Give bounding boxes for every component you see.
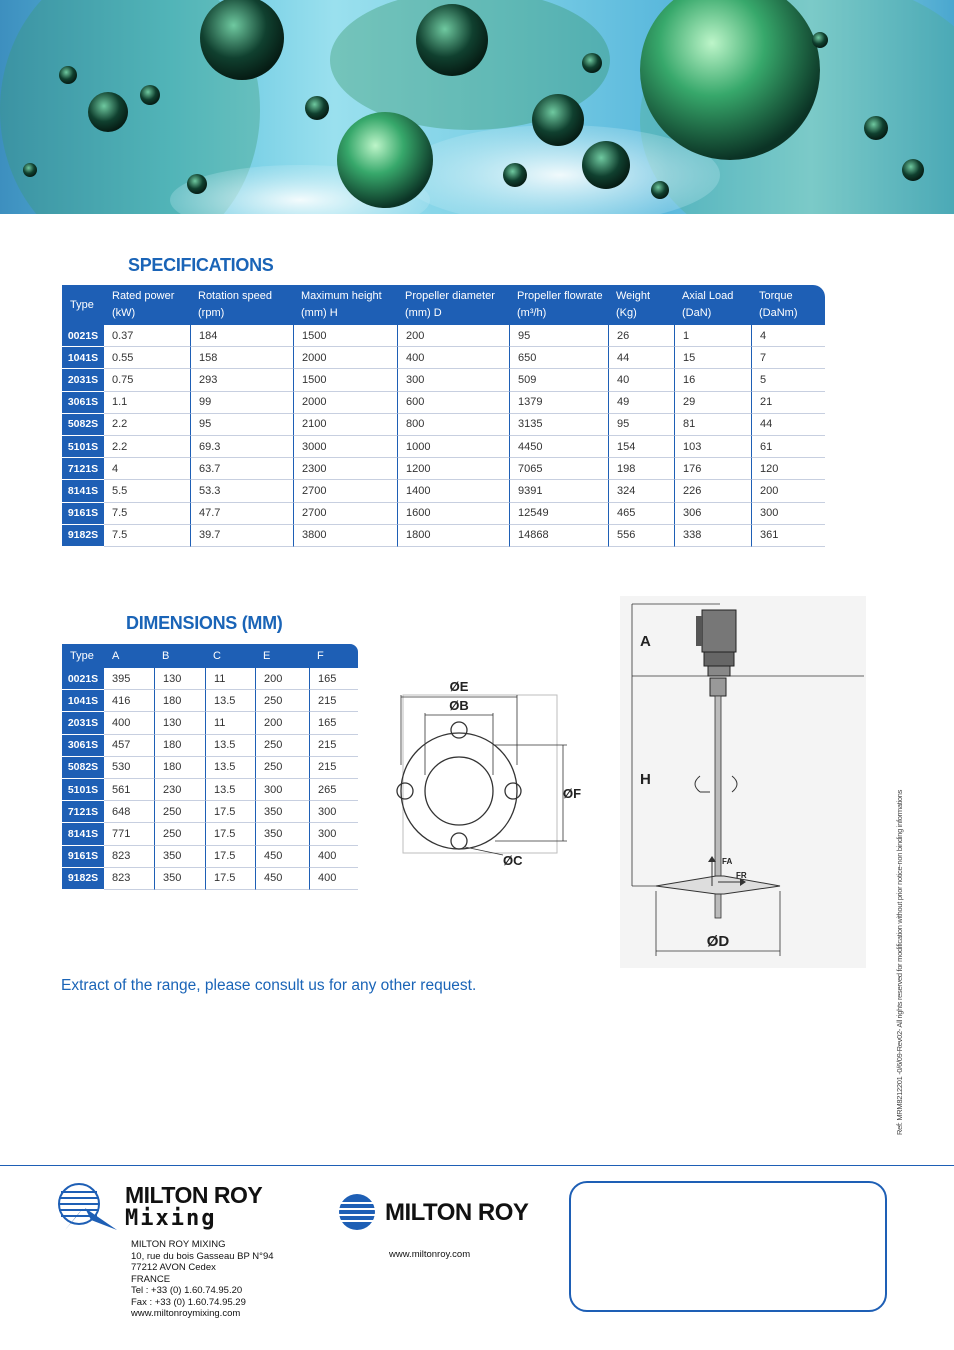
dim-value-cell: 13.5 [205,757,255,779]
spec-value-cell: 306 [674,503,751,525]
spec-row [62,325,825,347]
spec-value-cell: 44 [608,347,674,369]
spec-value-cell: 29 [674,392,751,414]
flange-label-c: ØC [503,853,523,868]
dim-value-cell: 250 [154,801,205,823]
spec-value-cell: 324 [608,480,674,502]
dim-value-cell: 215 [309,690,358,712]
spec-value-cell: 176 [674,458,751,480]
dim-row [62,779,358,801]
spec-value-cell: 338 [674,525,751,547]
spec-value-cell: 3000 [293,436,397,458]
mixing-logo-icon [57,1182,119,1232]
spec-value-cell: 300 [397,369,509,391]
spec-value-cell: 44 [751,414,825,436]
milton-roy-website[interactable]: www.miltonroy.com [389,1249,471,1260]
spec-header-type: Type [62,285,104,325]
dim-value-cell: 395 [104,668,154,690]
dim-value-cell: 180 [154,757,205,779]
spec-value-cell: 99 [190,392,293,414]
spec-value-cell: 95 [608,414,674,436]
spec-value-cell: 2.2 [104,436,190,458]
address-line: FRANCE [131,1273,171,1285]
spec-value-cell: 5 [751,369,825,391]
milton-roy-logo-text: MILTON ROY [385,1199,529,1226]
mixer-label-a: A [640,633,651,650]
spec-value-cell: 26 [608,325,674,347]
address-line[interactable]: www.miltonroymixing.com [131,1308,241,1319]
dim-value-cell: 13.5 [205,779,255,801]
spec-value-cell: 63.7 [190,458,293,480]
dim-value-cell: 350 [255,823,309,845]
dim-value-cell: 416 [104,690,154,712]
dim-value-cell: 350 [154,868,205,890]
spec-header-row [62,285,825,325]
spec-type-cell: 5101S [62,436,104,458]
dim-value-cell: 11 [205,668,255,690]
dim-value-cell: 13.5 [205,690,255,712]
spec-value-cell: 9391 [509,480,608,502]
address-line: Tel : +33 (0) 1.60.74.95.20 [131,1285,243,1296]
dim-value-cell: 230 [154,779,205,801]
spec-value-cell: 200 [751,480,825,502]
dim-value-cell: 250 [255,735,309,757]
spec-value-cell: 2300 [293,458,397,480]
spec-value-cell: 1 [674,325,751,347]
spec-row [62,436,825,458]
dimensions-title: DIMENSIONS (MM) [126,613,283,633]
spec-row [62,369,825,391]
dim-header-c: C [205,644,255,668]
dim-value-cell: 250 [255,690,309,712]
spec-row [62,458,825,480]
dim-value-cell: 450 [255,846,309,868]
spec-value-cell: 2000 [293,347,397,369]
flange-outer-circle [401,733,517,849]
spec-row [62,392,825,414]
dim-value-cell: 400 [309,868,358,890]
spec-type-cell: 2031S [62,369,104,391]
spec-value-cell: 1000 [397,436,509,458]
spec-value-cell: 1600 [397,503,509,525]
dim-value-cell: 250 [255,757,309,779]
dim-type-cell: 5101S [62,779,104,801]
spec-value-cell: 1800 [397,525,509,547]
dim-row [62,668,358,690]
milton-roy-globe-icon [337,1192,377,1232]
address-line: Fax : +33 (0) 1.60.74.95.29 [131,1296,246,1308]
mixing-address [131,1239,274,1320]
dim-type-cell: 9161S [62,846,104,868]
flange-inner-circle [425,757,493,825]
spec-header-propeller-diameter: Propeller diameter (mm) D [397,285,509,325]
mixing-logo-line2: Mixing [125,1206,217,1231]
spec-value-cell: 2700 [293,503,397,525]
address-line: 77212 AVON Cedex [131,1262,216,1273]
spec-value-cell: 4450 [509,436,608,458]
dim-value-cell: 250 [154,823,205,845]
dim-type-cell: 2031S [62,712,104,734]
mixer-motor [702,610,736,652]
dim-value-cell: 648 [104,801,154,823]
spec-value-cell: 5.5 [104,480,190,502]
spec-type-cell: 5082S [62,414,104,436]
dim-value-cell: 771 [104,823,154,845]
spec-header-axial-load: Axial Load (DaN) [674,285,751,325]
dim-header-type: Type [62,644,104,668]
dim-value-cell: 300 [309,801,358,823]
dim-header-row [62,644,358,668]
spec-type-cell: 9161S [62,503,104,525]
dim-value-cell: 300 [309,823,358,845]
spec-value-cell: 4 [751,325,825,347]
dim-value-cell: 265 [309,779,358,801]
flange-label-e: ØE [449,679,469,694]
address-line: MILTON ROY MIXING [131,1239,226,1250]
spec-value-cell: 0.55 [104,347,190,369]
dim-header-f: F [309,644,358,668]
dim-row [62,846,358,868]
dim-type-cell: 7121S [62,801,104,823]
spec-value-cell: 40 [608,369,674,391]
spec-value-cell: 69.3 [190,436,293,458]
dim-value-cell: 130 [154,668,205,690]
dim-row [62,868,358,890]
dim-value-cell: 400 [104,712,154,734]
spec-value-cell: 95 [190,414,293,436]
spec-row [62,347,825,369]
spec-value-cell: 509 [509,369,608,391]
dim-header-a: A [104,644,154,668]
spec-header-rated-power: Rated power (kW) [104,285,190,325]
spec-value-cell: 184 [190,325,293,347]
dim-value-cell: 17.5 [205,846,255,868]
dim-value-cell: 17.5 [205,868,255,890]
spec-value-cell: 0.37 [104,325,190,347]
spec-value-cell: 7 [751,347,825,369]
spec-value-cell: 2700 [293,480,397,502]
spec-value-cell: 61 [751,436,825,458]
spec-value-cell: 103 [674,436,751,458]
distributor-contact-box [569,1181,887,1312]
spec-value-cell: 800 [397,414,509,436]
spec-value-cell: 400 [397,347,509,369]
spec-value-cell: 21 [751,392,825,414]
spec-value-cell: 200 [397,325,509,347]
spec-value-cell: 198 [608,458,674,480]
dim-row [62,823,358,845]
spec-value-cell: 1500 [293,325,397,347]
dim-header-b: B [154,644,205,668]
dim-value-cell: 165 [309,668,358,690]
mixer-label-fa: FA [722,857,733,866]
spec-value-cell: 1500 [293,369,397,391]
spec-value-cell: 39.7 [190,525,293,547]
spec-type-cell: 8141S [62,480,104,502]
spec-value-cell: 0.75 [104,369,190,391]
address-line: 10, rue du bois Gasseau BP N°94 [131,1250,274,1262]
spec-value-cell: 120 [751,458,825,480]
dim-value-cell: 350 [154,846,205,868]
spec-value-cell: 81 [674,414,751,436]
dim-row [62,712,358,734]
spec-value-cell: 1400 [397,480,509,502]
hero-water-bubbles-image [0,0,954,214]
dim-value-cell: 823 [104,846,154,868]
spec-type-cell: 7121S [62,458,104,480]
spec-row [62,414,825,436]
spec-header-torque: Torque (DaNm) [751,285,825,325]
dim-header-e: E [255,644,309,668]
dim-value-cell: 561 [104,779,154,801]
spec-value-cell: 158 [190,347,293,369]
flange-drawing [395,675,595,875]
spec-header-rotation-speed: Rotation speed (rpm) [190,285,293,325]
spec-header-weight: Weight (Kg) [608,285,674,325]
milton-roy-logo [337,1192,552,1232]
spec-row [62,525,825,547]
dim-value-cell: 215 [309,757,358,779]
flange-bolt-hole [451,722,467,738]
dim-value-cell: 215 [309,735,358,757]
dim-value-cell: 200 [255,668,309,690]
spec-value-cell: 465 [608,503,674,525]
dim-type-cell: 1041S [62,690,104,712]
mixer-label-d: ØD [706,933,730,950]
spec-value-cell: 7.5 [104,525,190,547]
range-note: Extract of the range, please consult us for any other request. [61,977,477,994]
spec-header-propeller-flowrate: Propeller flowrate (m³/h) [509,285,608,325]
spec-value-cell: 4 [104,458,190,480]
milton-roy-mixing-logo [57,1182,297,1232]
specifications-table [62,285,825,547]
dim-row [62,690,358,712]
dim-value-cell: 180 [154,735,205,757]
spec-type-cell: 3061S [62,392,104,414]
spec-value-cell: 3800 [293,525,397,547]
spec-value-cell: 556 [608,525,674,547]
dim-value-cell: 530 [104,757,154,779]
dim-value-cell: 165 [309,712,358,734]
dim-value-cell: 13.5 [205,735,255,757]
mixing-logo-line1: MILTON ROY [125,1182,263,1208]
dim-row [62,757,358,779]
spec-value-cell: 7.5 [104,503,190,525]
dim-value-cell: 17.5 [205,823,255,845]
dim-value-cell: 130 [154,712,205,734]
spec-value-cell: 95 [509,325,608,347]
spec-value-cell: 49 [608,392,674,414]
mixer-propeller [656,876,780,894]
spec-value-cell: 300 [751,503,825,525]
spec-row [62,480,825,502]
dim-value-cell: 457 [104,735,154,757]
footer-divider [0,1165,954,1166]
flange-label-b: ØB [449,698,469,713]
spec-value-cell: 12549 [509,503,608,525]
spec-value-cell: 2000 [293,392,397,414]
spec-value-cell: 14868 [509,525,608,547]
spec-value-cell: 15 [674,347,751,369]
spec-type-cell: 9182S [62,525,104,547]
flange-bolt-hole [451,833,467,849]
spec-value-cell: 1379 [509,392,608,414]
dim-value-cell: 17.5 [205,801,255,823]
spec-value-cell: 154 [608,436,674,458]
specifications-title: SPECIFICATIONS [128,255,274,275]
spec-value-cell: 226 [674,480,751,502]
dim-value-cell: 450 [255,868,309,890]
dim-row [62,801,358,823]
reference-text: Ref: MRM8212201 -0/6/09-Rev02- All rights reserved for modification without prior notice-non binding informations [895,789,904,1135]
spec-value-cell: 16 [674,369,751,391]
flange-label-f: ØF [563,786,582,801]
mixer-drawing [620,596,866,968]
dim-value-cell: 300 [255,779,309,801]
dim-type-cell: 3061S [62,735,104,757]
spec-value-cell: 361 [751,525,825,547]
spec-type-cell: 1041S [62,347,104,369]
spec-value-cell: 1.1 [104,392,190,414]
spec-value-cell: 2100 [293,414,397,436]
dim-type-cell: 8141S [62,823,104,845]
dim-value-cell: 200 [255,712,309,734]
spec-value-cell: 47.7 [190,503,293,525]
spec-value-cell: 1200 [397,458,509,480]
spec-value-cell: 53.3 [190,480,293,502]
spec-header-maximum-height: Maximum height (mm) H [293,285,397,325]
spec-value-cell: 3135 [509,414,608,436]
spec-value-cell: 600 [397,392,509,414]
mixer-label-h: H [640,771,651,788]
dim-type-cell: 0021S [62,668,104,690]
dim-row [62,735,358,757]
spec-value-cell: 293 [190,369,293,391]
dim-value-cell: 11 [205,712,255,734]
spec-value-cell: 650 [509,347,608,369]
mixer-label-fr: FR [736,871,747,880]
spec-value-cell: 2.2 [104,414,190,436]
spec-row [62,503,825,525]
flange-outline [403,695,557,853]
flange-bolt-hole [505,783,521,799]
dim-type-cell: 9182S [62,868,104,890]
dim-value-cell: 400 [309,846,358,868]
dim-value-cell: 180 [154,690,205,712]
dim-type-cell: 5082S [62,757,104,779]
spec-type-cell: 0021S [62,325,104,347]
dim-value-cell: 823 [104,868,154,890]
flange-bolt-hole [397,783,413,799]
spec-value-cell: 7065 [509,458,608,480]
dimensions-table [62,644,358,890]
dim-value-cell: 350 [255,801,309,823]
